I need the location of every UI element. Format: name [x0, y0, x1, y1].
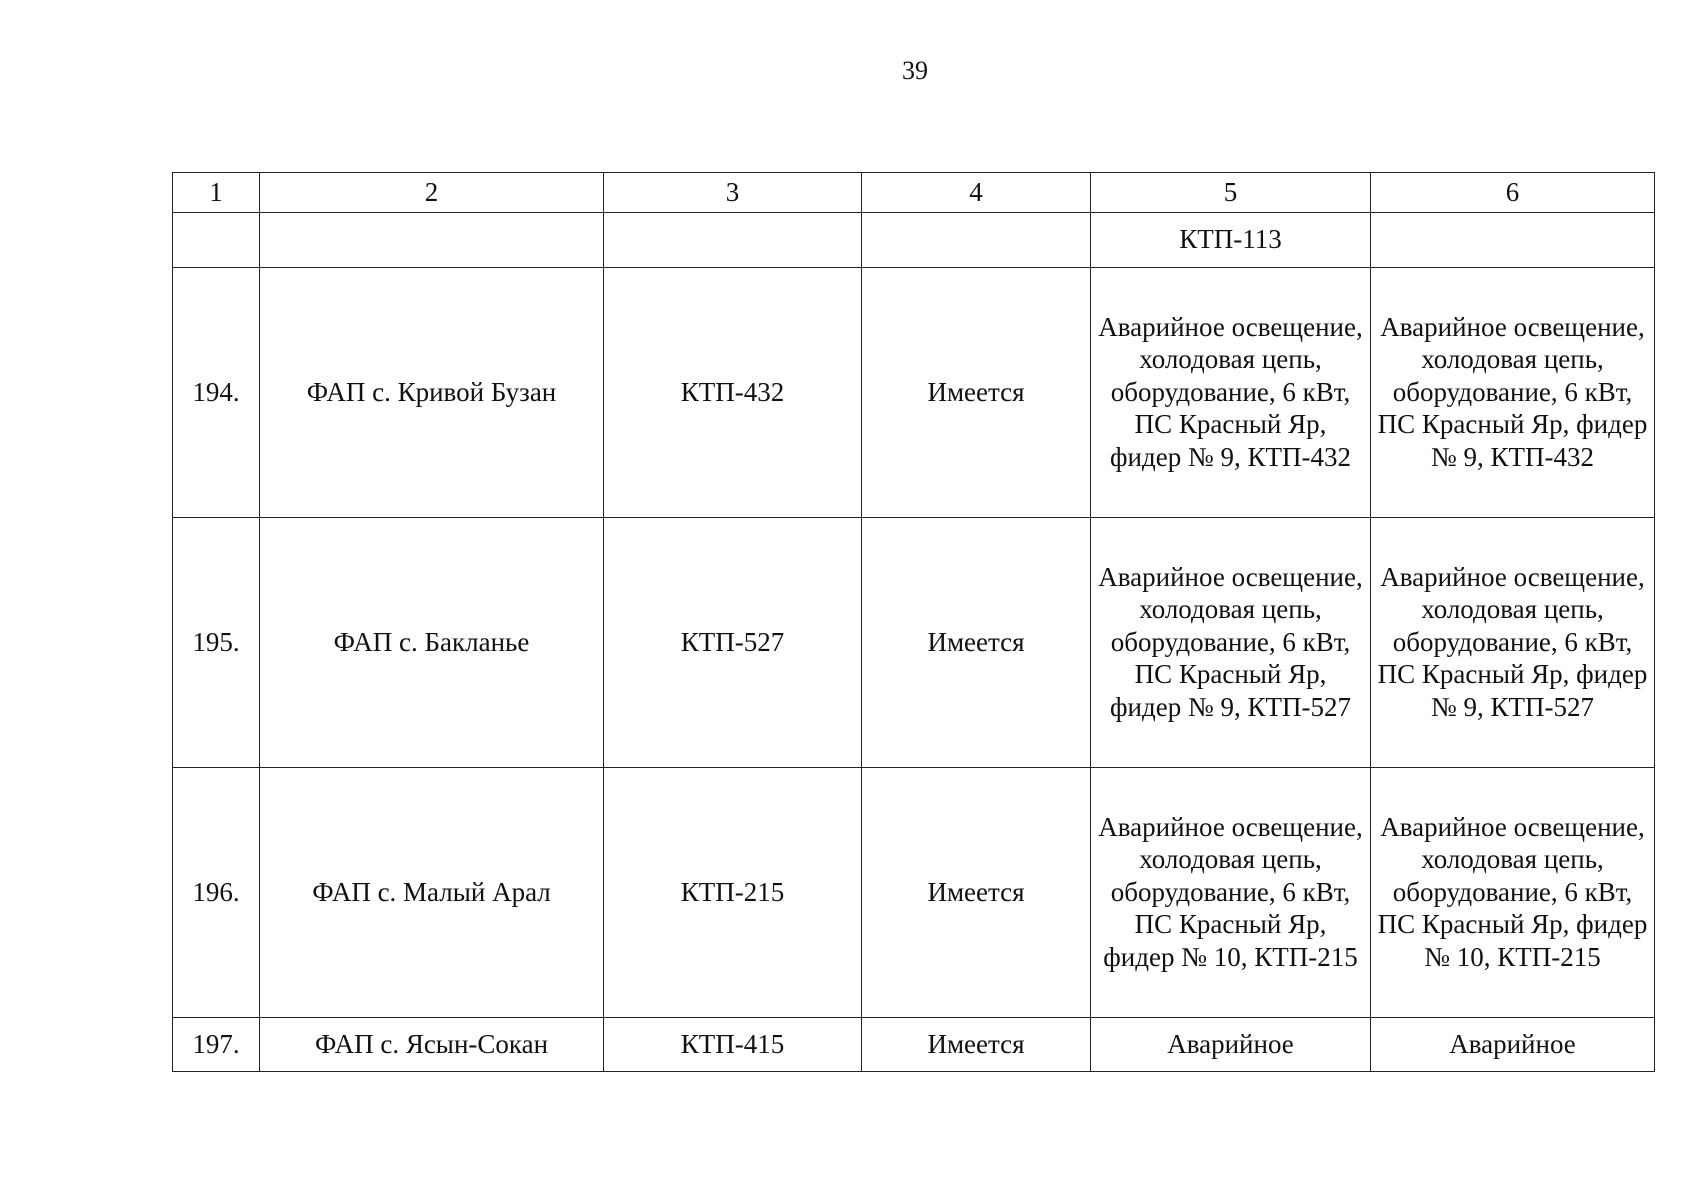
status-cell: Имеется — [862, 767, 1091, 1017]
col6-cell: Аварийное освещение, холодовая цепь, оборудование, 6 кВт, ПС Красный Яр, фидер № 10, КТП-215 — [1371, 767, 1655, 1017]
facility-name: ФАП с. Малый Арал — [260, 767, 604, 1017]
continuation-row — [173, 212, 1655, 267]
header-cell-4: 4 — [862, 173, 1091, 213]
table-cell: КТП-113 — [1091, 212, 1371, 267]
row-number: 196. — [173, 767, 260, 1017]
table-row — [173, 267, 1655, 517]
col5-cell: Аварийное — [1091, 1017, 1371, 1071]
col6-cell: Аварийное освещение, холодовая цепь, оборудование, 6 кВт, ПС Красный Яр, фидер № 9, КТП-527 — [1371, 517, 1655, 767]
col6-cell: Аварийное — [1371, 1017, 1655, 1071]
facility-name: ФАП с. Бакланье — [260, 517, 604, 767]
ktp-cell: КТП-215 — [604, 767, 862, 1017]
table-row — [173, 517, 1655, 767]
facility-name: ФАП с. Ясын-Сокан — [260, 1017, 604, 1071]
header-cell-2: 2 — [260, 173, 604, 213]
status-cell: Имеется — [862, 267, 1091, 517]
header-row — [173, 173, 1655, 213]
ktp-cell: КТП-432 — [604, 267, 862, 517]
row-number: 194. — [173, 267, 260, 517]
col5-cell: Аварийное освещение, холодовая цепь, оборудование, 6 кВт, ПС Красный Яр, фидер № 9, КТП-432 — [1091, 267, 1371, 517]
status-cell: Имеется — [862, 517, 1091, 767]
table-cell — [1371, 212, 1655, 267]
col5-cell: Аварийное освещение, холодовая цепь, оборудование, 6 кВт, ПС Красный Яр, фидер № 10, КТП-215 — [1091, 767, 1371, 1017]
header-cell-1: 1 — [173, 173, 260, 213]
table-cell — [173, 212, 260, 267]
col6-cell: Аварийное освещение, холодовая цепь, оборудование, 6 кВт, ПС Красный Яр, фидер № 9, КТП-432 — [1371, 267, 1655, 517]
table-row — [173, 1017, 1655, 1071]
header-cell-5: 5 — [1091, 173, 1371, 213]
infrastructure-table — [172, 172, 1655, 1072]
ktp-cell: КТП-415 — [604, 1017, 862, 1071]
col5-cell: Аварийное освещение, холодовая цепь, оборудование, 6 кВт, ПС Красный Яр, фидер № 9, КТП-527 — [1091, 517, 1371, 767]
ktp-cell: КТП-527 — [604, 517, 862, 767]
page-number: 39 — [902, 56, 928, 85]
table-cell — [260, 212, 604, 267]
row-number: 195. — [173, 517, 260, 767]
table-row — [173, 767, 1655, 1017]
row-number: 197. — [173, 1017, 260, 1071]
header-cell-6: 6 — [1371, 173, 1655, 213]
table-cell — [862, 212, 1091, 267]
facility-name: ФАП с. Кривой Бузан — [260, 267, 604, 517]
table-cell — [604, 212, 862, 267]
status-cell: Имеется — [862, 1017, 1091, 1071]
header-cell-3: 3 — [604, 173, 862, 213]
